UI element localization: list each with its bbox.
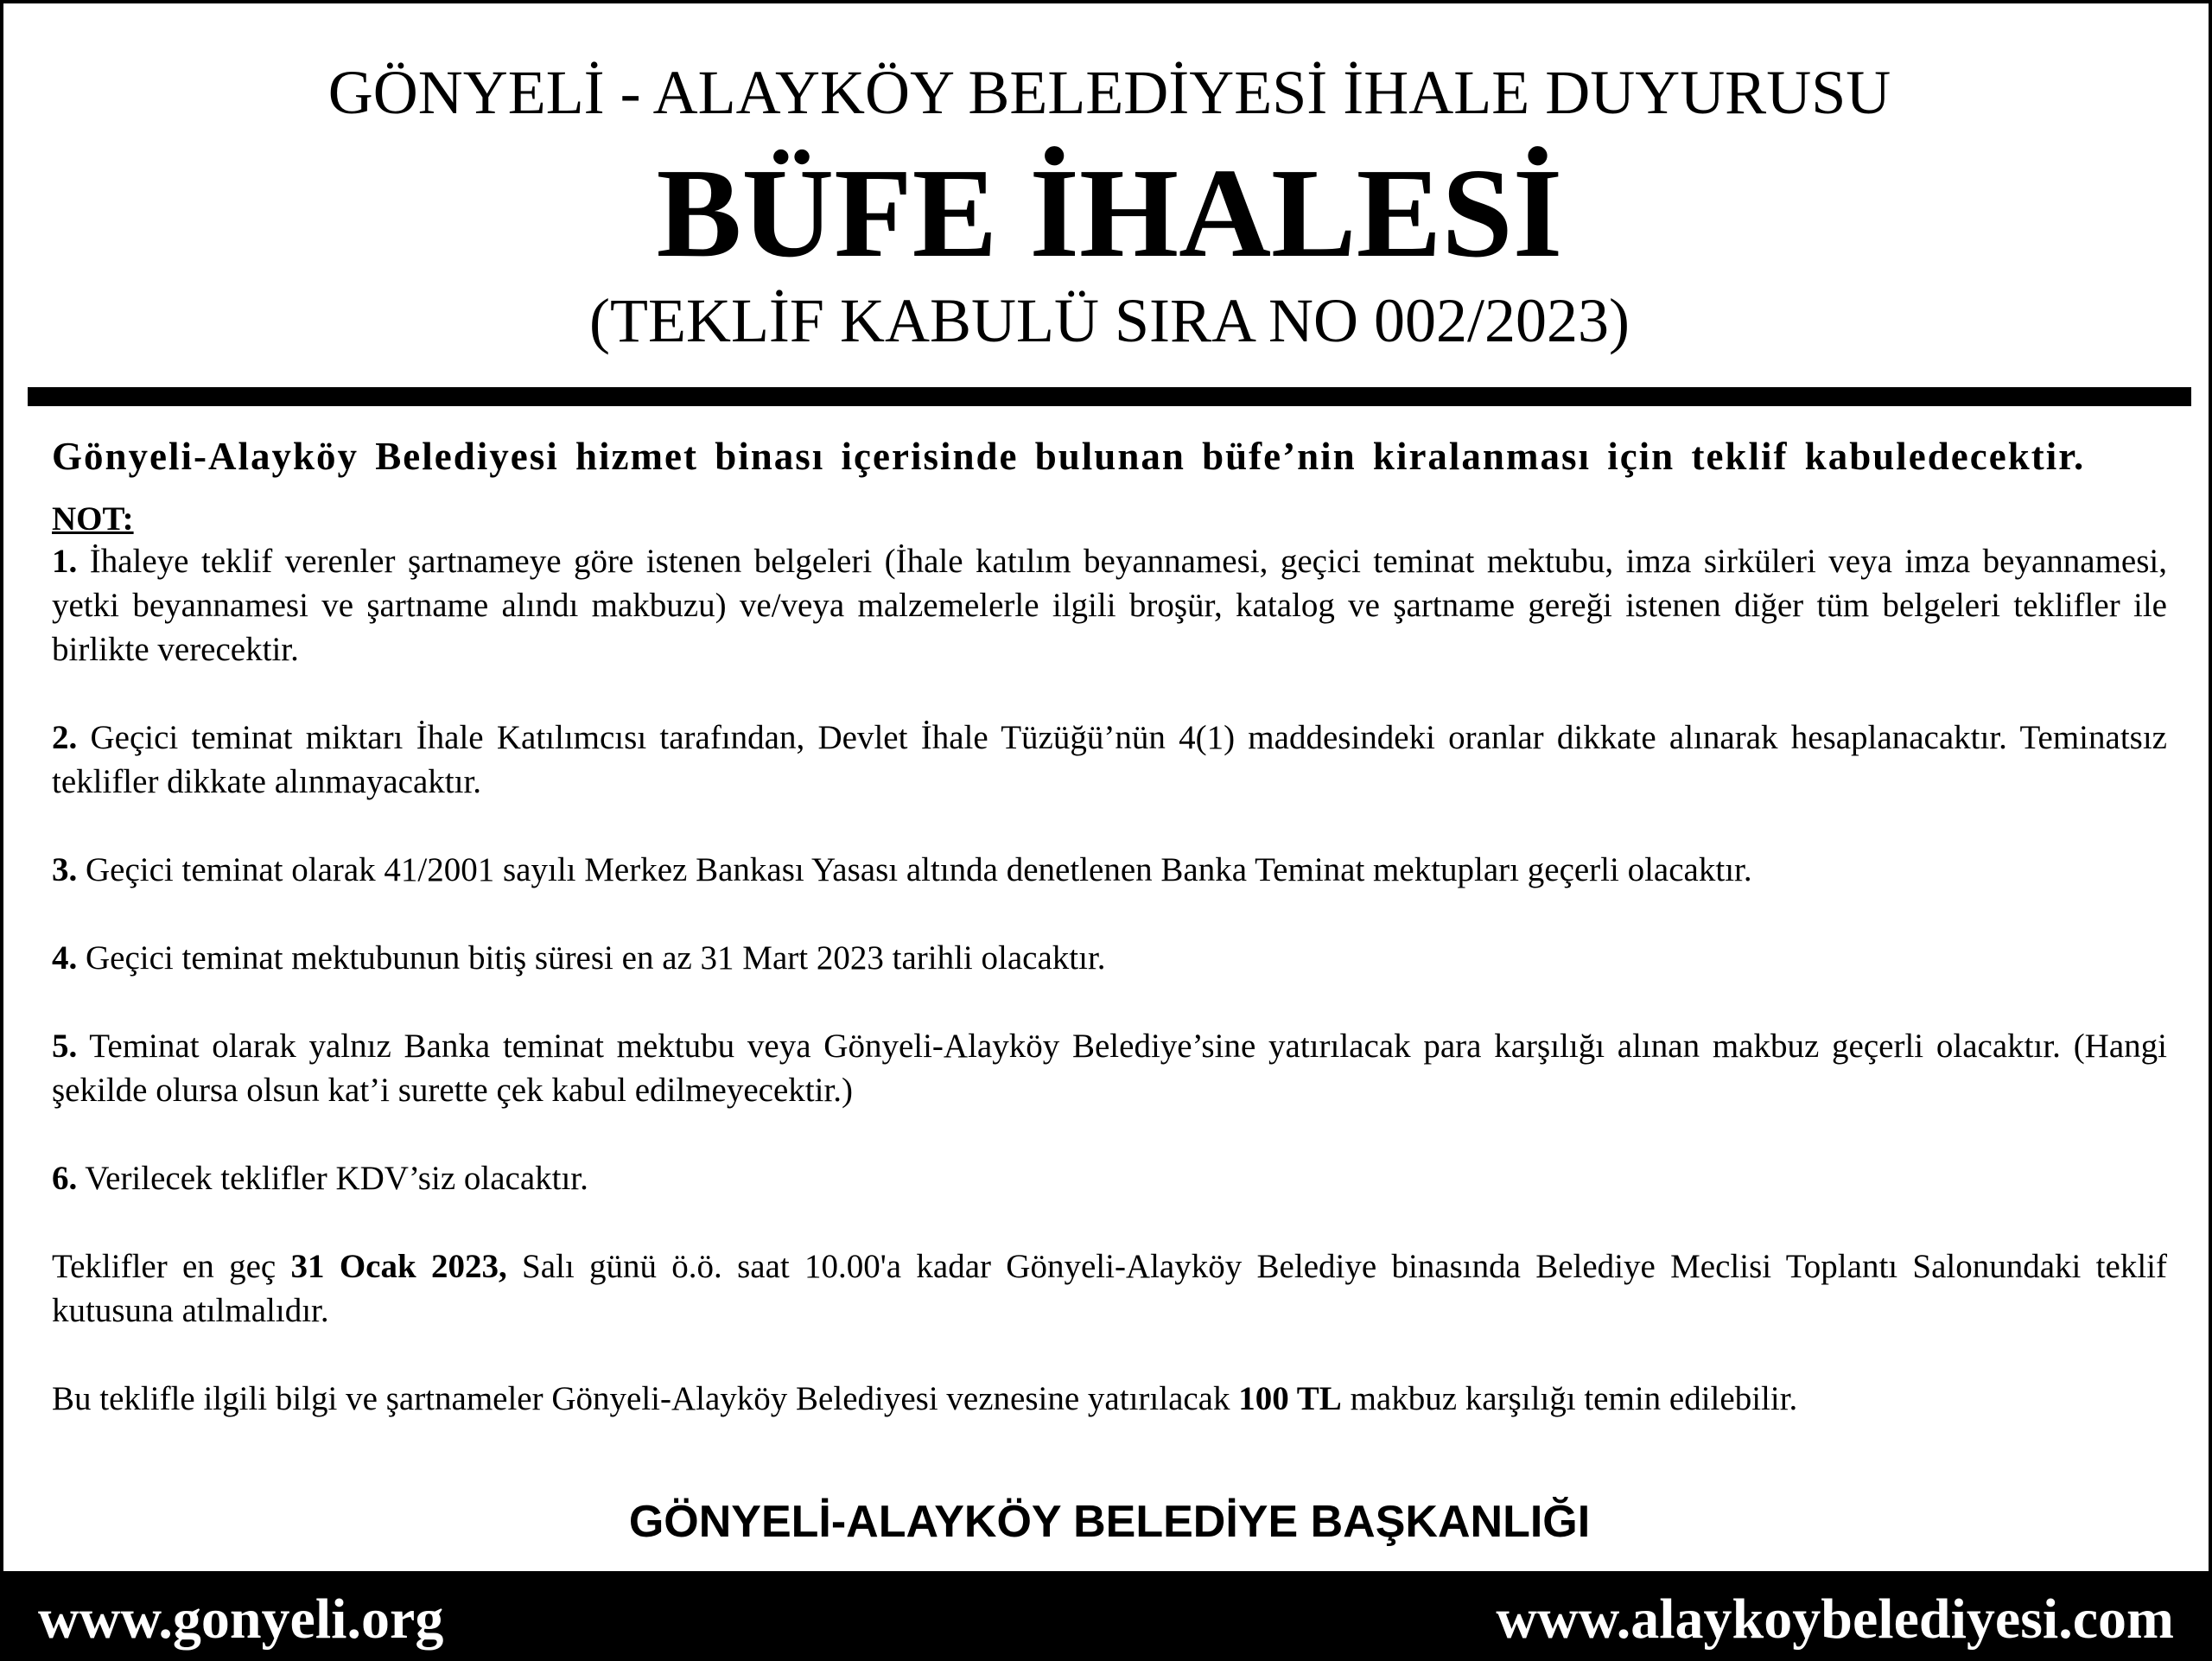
note-label: NOT: <box>52 500 134 538</box>
signature: GÖNYELİ-ALAYKÖY BELEDİYE BAŞKANLIĞI <box>628 1497 1591 1547</box>
deadline-paragraph <box>52 1244 2167 1333</box>
note-item-number: 1. <box>52 543 78 580</box>
note-item-text: Geçici teminat mektubunun bitiş süresi en az 31 Mart 2023 tarihli olacaktır. <box>77 939 1106 977</box>
notice-body <box>52 430 2167 1465</box>
note-item-2 <box>52 716 2167 804</box>
note-item-text: Teminat olarak yalnız Banka teminat mektubu veya Gönyeli-Alayköy Belediye’sine yatırılacak para karşılığı alınan makbuz geçerli olacaktır. (Hangi şekilde olursa olsun kat’i surette çek kabul edilmeyecektir.) <box>52 1028 2167 1109</box>
footer-bar <box>0 1571 2212 1661</box>
note-item-text: İhaleye teklif verenler şartnameye göre istenen belgeleri (İhale katılım beyannamesi, geçici teminat mektubu, imza sirküleri veya imza beyannamesi, yetki beyannamesi ve şartname alındı makbuzu) ve/veya malzemelerle ilgili broşür, katalog ve şartname gereği istenen diğer tüm belgeleri teklifler ile birlikte verecektir. <box>52 543 2167 668</box>
info-text-before: Bu teklifle ilgili bilgi ve şartnameler Gönyeli-Alayköy Belediyesi veznesine yatırılacak <box>52 1380 1239 1417</box>
header-line1: GÖNYELİ - ALAYKÖY BELEDİYESİ İHALE DUYURUSU <box>327 58 1891 127</box>
page-title: BÜFE İHALESİ <box>656 143 1563 284</box>
header-divider <box>28 387 2191 406</box>
note-item-number: 2. <box>52 719 78 756</box>
deadline-date: 31 Ocak 2023, <box>290 1248 507 1285</box>
deadline-text-before: Teklifler en geç <box>52 1248 291 1285</box>
note-item-text: Geçici teminat olarak 41/2001 sayılı Merkez Bankası Yasası altında denetlenen Banka Teminat mektupları geçerli olacaktır. <box>77 851 1752 888</box>
note-item-number: 6. <box>52 1160 78 1197</box>
note-item-text: Geçici teminat miktarı İhale Katılımcısı tarafından, Devlet İhale Tüzüğü’nün 4(1) maddesindeki oranlar dikkate alınarak hesaplanacaktır. Teminatsız teklifler dikkate alınmayacaktır. <box>52 719 2167 800</box>
header-subtitle: (TEKLİF KABULÜ SIRA NO 002/2023) <box>589 286 1630 355</box>
note-item-5 <box>52 1024 2167 1112</box>
note-item-number: 5. <box>52 1028 78 1065</box>
footer-url-alaykoy[interactable]: www.alaykoybelediyesi.com <box>1496 1588 2174 1651</box>
note-item-number: 3. <box>52 851 78 888</box>
note-item-6 <box>52 1156 2167 1200</box>
intro-paragraph: Gönyeli-Alayköy Belediyesi hizmet binası içerisinde bulunan büfe’nin kiralanması için teklif kabuledecektir. <box>52 435 2086 478</box>
info-paragraph <box>52 1377 2167 1421</box>
info-text-after: makbuz karşılığı temin edilebilir. <box>1341 1380 1798 1417</box>
note-item-text: Verilecek teklifler KDV’siz olacaktır. <box>77 1160 588 1197</box>
deadline-text-after: Salı günü ö.ö. saat 10.00'a kadar Gönyeli-Alayköy Belediye binasında Belediye Meclisi Toplantı Salonundaki teklif kutusuna atılmalıdır. <box>52 1248 2167 1329</box>
fee-amount: 100 TL <box>1238 1380 1342 1417</box>
note-item-3 <box>52 848 2167 892</box>
footer-url-gonyeli[interactable]: www.gonyeli.org <box>38 1588 444 1651</box>
note-item-1 <box>52 539 2167 671</box>
note-item-number: 4. <box>52 939 78 977</box>
note-item-4 <box>52 936 2167 980</box>
